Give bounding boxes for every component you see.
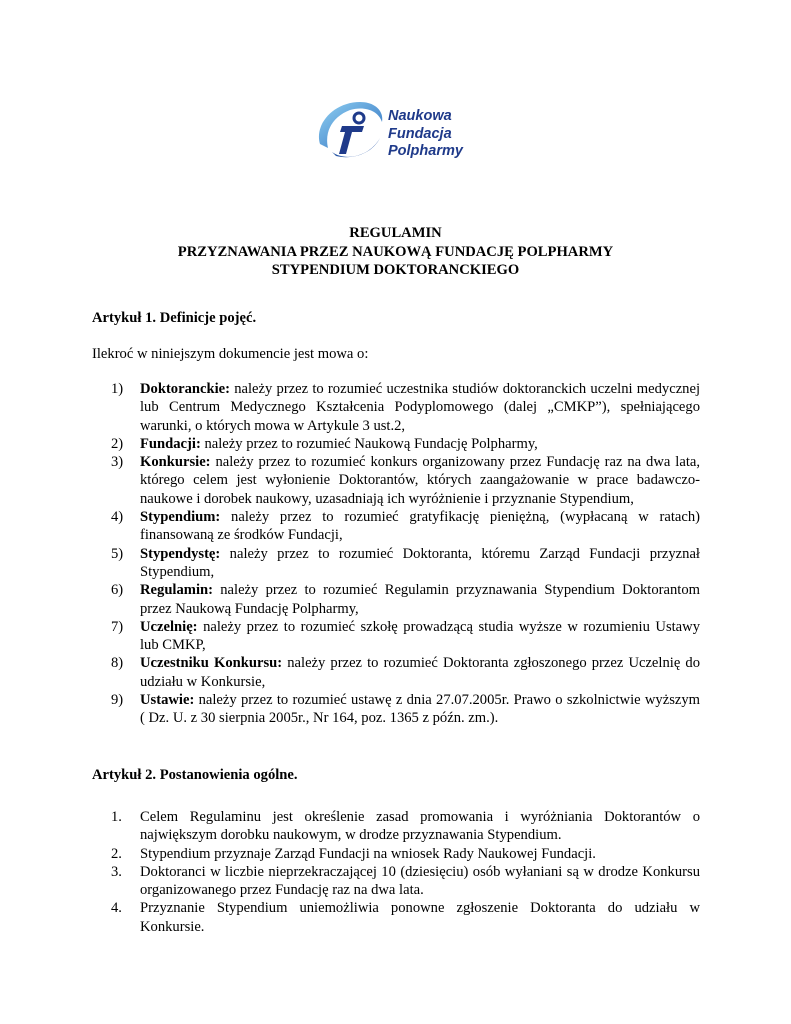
list-item: 9) Ustawie: należy przez to rozumieć ustawę z dnia 27.07.2005r. Prawo o szkolnictwie wyższym ( Dz. U. z 30 sierpnia 2005r., Nr 164, poz. 1365 z późn. zm.). — [111, 692, 700, 727]
foundation-logo-mark — [312, 96, 392, 168]
foundation-logo — [312, 96, 488, 168]
logo-line-3: Polpharmy — [388, 143, 463, 159]
title-line-2: PRZYZNAWANIA PRZEZ NAUKOWĄ FUNDACJĘ POLPHARMY — [177, 243, 614, 260]
general-provisions-list — [0, 808, 700, 936]
title-line-1: REGULAMIN — [349, 225, 442, 241]
title-line-3: STYPENDIUM DOKTORANCKIEGO — [271, 262, 520, 278]
list-item: 1. Celem Regulaminu jest określenie zasad promowania i wyróżniania Doktorantów o największym dorobku naukowym, w drodze przyznawania Stypendium. — [111, 809, 700, 844]
list-item: 4. Przyznanie Stypendium uniemożliwia ponowne zgłoszenie Doktoranta do udziału w Konkursie. — [111, 900, 700, 935]
list-item: 8) Uczestniku Konkursu: należy przez to rozumieć Doktoranta zgłoszonego przez Uczelnię do udziału w Konkursie, — [111, 655, 700, 690]
definitions-list — [0, 380, 700, 728]
list-item: 5) Stypendystę: należy przez to rozumieć Doktoranta, któremu Zarząd Fundacji przyznał Stypendium, — [111, 545, 700, 580]
document-title — [0, 224, 791, 280]
list-item: 4) Stypendium: należy przez to rozumieć gratyfikację pieniężną, (wypłacaną w ratach) finansowaną ze środków Fundacji, — [111, 509, 700, 544]
list-item: 2. Stypendium przyznaje Zarząd Fundacji na wniosek Rady Naukowej Fundacji. — [111, 845, 596, 862]
article-1-heading: Artykuł 1. Definicje pojęć. — [92, 310, 257, 326]
list-item: 7) Uczelnię: należy przez to rozumieć szkołę prowadzącą studia wyższe w rozumieniu Ustawy lub CMKP, — [111, 618, 700, 654]
article-1-intro: Ilekroć w niniejszym dokumencie jest mowa o: — [92, 346, 369, 362]
logo-line-1: Naukowa — [388, 108, 452, 124]
article-2-heading: Artykuł 2. Postanowienia ogólne. — [92, 767, 298, 783]
list-item: 1) Doktoranckie: należy przez to rozumieć uczestnika studiów doktoranckich uczelni medycznej lub Centrum Medycznego Kształcenia Podyplomowego (dalej „CMKP”), spełniającego warunki, o których mowa w Artykule 3 ust.2, — [111, 381, 700, 434]
list-item: 3. Doktoranci w liczbie nieprzekraczającej 10 (dziesięciu) osób wyłaniani są w drodze Konkursu organizowanego przez Fundację raz na dwa lata. — [111, 863, 700, 899]
list-item: 2) Fundacji: należy przez to rozumieć Naukową Fundację Polpharmy, — [111, 435, 538, 452]
logo-line-2: Fundacja — [388, 125, 452, 142]
foundation-logo-text — [388, 108, 463, 161]
list-item: 3) Konkursie: należy przez to rozumieć konkurs organizowany przez Fundację raz na dwa lata, którego celem jest wyłonienie Doktorantów, których zaangażowanie w prace badawczo-naukowe i dorobek naukowy, uzasadniają ich wyróżnienie i przyznanie Stypendium, — [111, 454, 700, 507]
list-item: 6) Regulamin: należy przez to rozumieć Regulamin przyznawania Stypendium Doktorantom przez Naukową Fundację Polpharmy, — [111, 582, 700, 617]
